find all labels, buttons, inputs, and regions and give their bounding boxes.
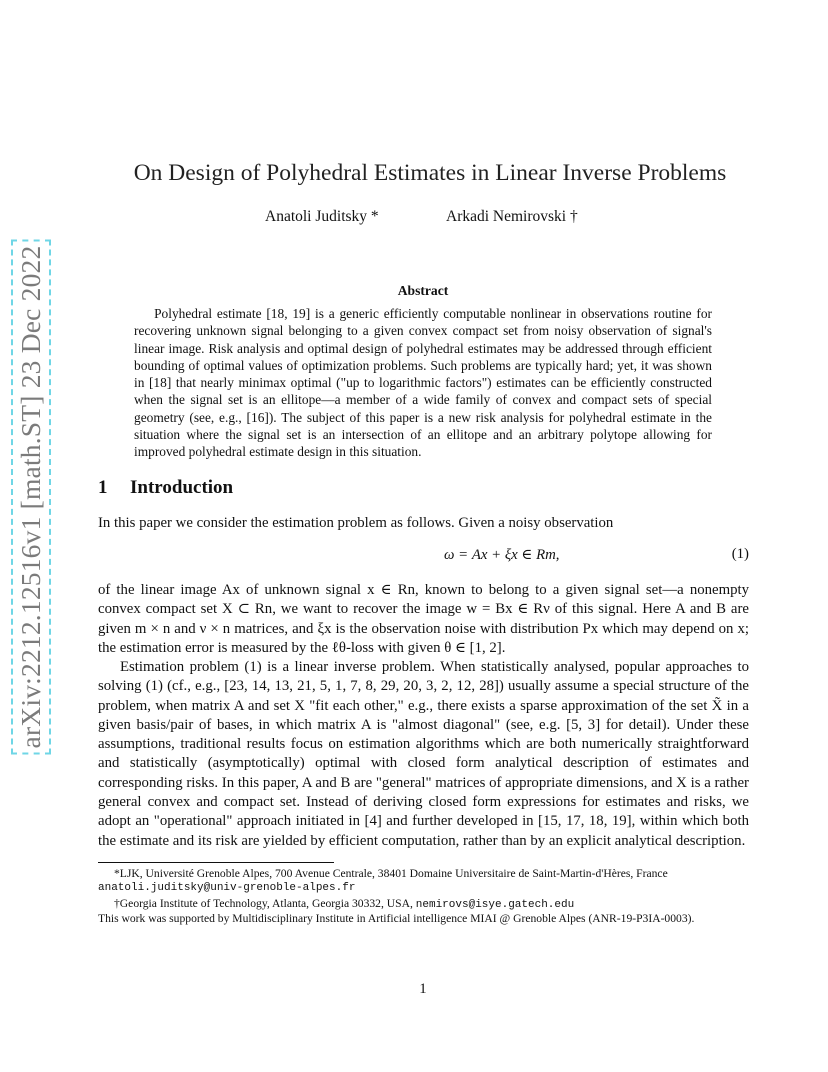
intro-sentence: In this paper we consider the estimation problem as follows. Given a noisy observation bbox=[98, 515, 614, 531]
arxiv-stamp bbox=[14, 242, 48, 752]
footnote-1-email[interactable]: anatoli.juditsky@univ-grenoble-alpes.fr bbox=[98, 882, 356, 894]
abstract-text: Polyhedral estimate [18, 19] is a generic efficiently computable nonlinear in observations routine for recovering unknown signal belonging to a given convex compact set from noisy observation of signal's linear image. Risk analysis and optimal design of polyhedral estimates may be addressed through efficient bounding of optimal values of optimization problems. Such problems are typically hard; yet, it was shown in [18] that nearly minimax optimal ("up to logarithmic factors") estimates can be efficiently constructed when the signal set is an ellitope—a member of a wide family of convex and compact sets of special geometry (see, e.g., [16]). The subject of this paper is a new risk analysis for polyhedral estimate in the situation where the signal set is an intersection of an ellitope and an arbitrary polytope allowing for improved polyhedral estimate design in this situation. bbox=[134, 306, 712, 460]
footnote-2-affiliation: †Georgia Institute of Technology, Atlanta, Georgia 30332, USA, bbox=[114, 897, 413, 910]
abstract-body bbox=[134, 305, 712, 461]
abstract-heading: Abstract bbox=[397, 283, 449, 298]
footnote-2-email[interactable]: nemirovs@isye.gatech.edu bbox=[415, 899, 575, 911]
paragraph-1-text: of the linear image Ax of unknown signal x ∈ Rn, known to belong to a given signal set—a nonempty convex compact set X ⊂ Rn, we want to recover the image w = Bx ∈ Rν of this signal. Here A and B are given m × n and ν × n matrices, and ξx is the observation noise with distribution Px which may depend on x; the estimation error is measured by the ℓθ-loss with given θ ∈ [1, 2]. bbox=[98, 582, 749, 656]
footnote-1-affiliation: *LJK, Université Grenoble Alpes, 700 Avenue Centrale, 38401 Domaine Universitaire de Saint-Martin-d'Hères, France bbox=[114, 867, 668, 880]
section-heading bbox=[98, 477, 233, 499]
paragraph-1 bbox=[98, 581, 749, 658]
page-number: 1 bbox=[419, 981, 427, 997]
section-title: Introduction bbox=[130, 477, 234, 498]
footnote-rule bbox=[98, 862, 334, 863]
author-juditsky: Anatoli Juditsky * bbox=[265, 208, 379, 225]
footnote-1 bbox=[98, 866, 749, 896]
arxiv-stamp-text[interactable]: arXiv:2212.12516v1 [math.ST] 23 Dec 2022 bbox=[11, 240, 51, 755]
paper-title: On Design of Polyhedral Estimates in Linear Inverse Problems bbox=[133, 160, 727, 186]
equation-expression: ω = Ax + ξx ∈ Rm, bbox=[444, 547, 560, 563]
equation-1 bbox=[98, 546, 749, 566]
equation-label: (1) bbox=[731, 546, 749, 562]
funding-note: This work was supported by Multidisciplinary Institute in Artificial intelligence MIAI @ Grenoble Alpes (ANR-19-P3IA-0003). bbox=[98, 912, 695, 925]
paragraph-2 bbox=[98, 658, 749, 851]
author-nemirovski: Arkadi Nemirovski † bbox=[446, 208, 578, 225]
paragraph-2-text: Estimation problem (1) is a linear inverse problem. When statistically analysed, popular approaches to solving (1) (cf., e.g., [23, 14, 13, 21, 5, 1, 7, 8, 29, 20, 3, 2, 12, 28]) usually assume a special structure of the problem, when matrix A and set X "fit each other," e.g., there exists a sparse approximation of the set X̃ in a given basis/pair of bases, in which matrix A is "almost diagonal" (see, e.g. [5, 3] for detail). Under these assumptions, traditional results focus on estimation algorithms which are both numerically straightforward and statistically (asymptotically) optimal with closed form analytical description of estimates and corresponding risks. In this paper, A and B are "general" matrices of appropriate dimensions, and X is a rather general convex and compact set. Instead of deriving closed form expressions for estimates and risks, we adopt an "operational" approach initiated in [4] and further developed in [15, 17, 18, 19], within which both the estimate and its risk are yielded by efficient computation, rather than by an explicit analytical description. bbox=[98, 659, 749, 849]
section-number: 1 bbox=[98, 477, 108, 498]
